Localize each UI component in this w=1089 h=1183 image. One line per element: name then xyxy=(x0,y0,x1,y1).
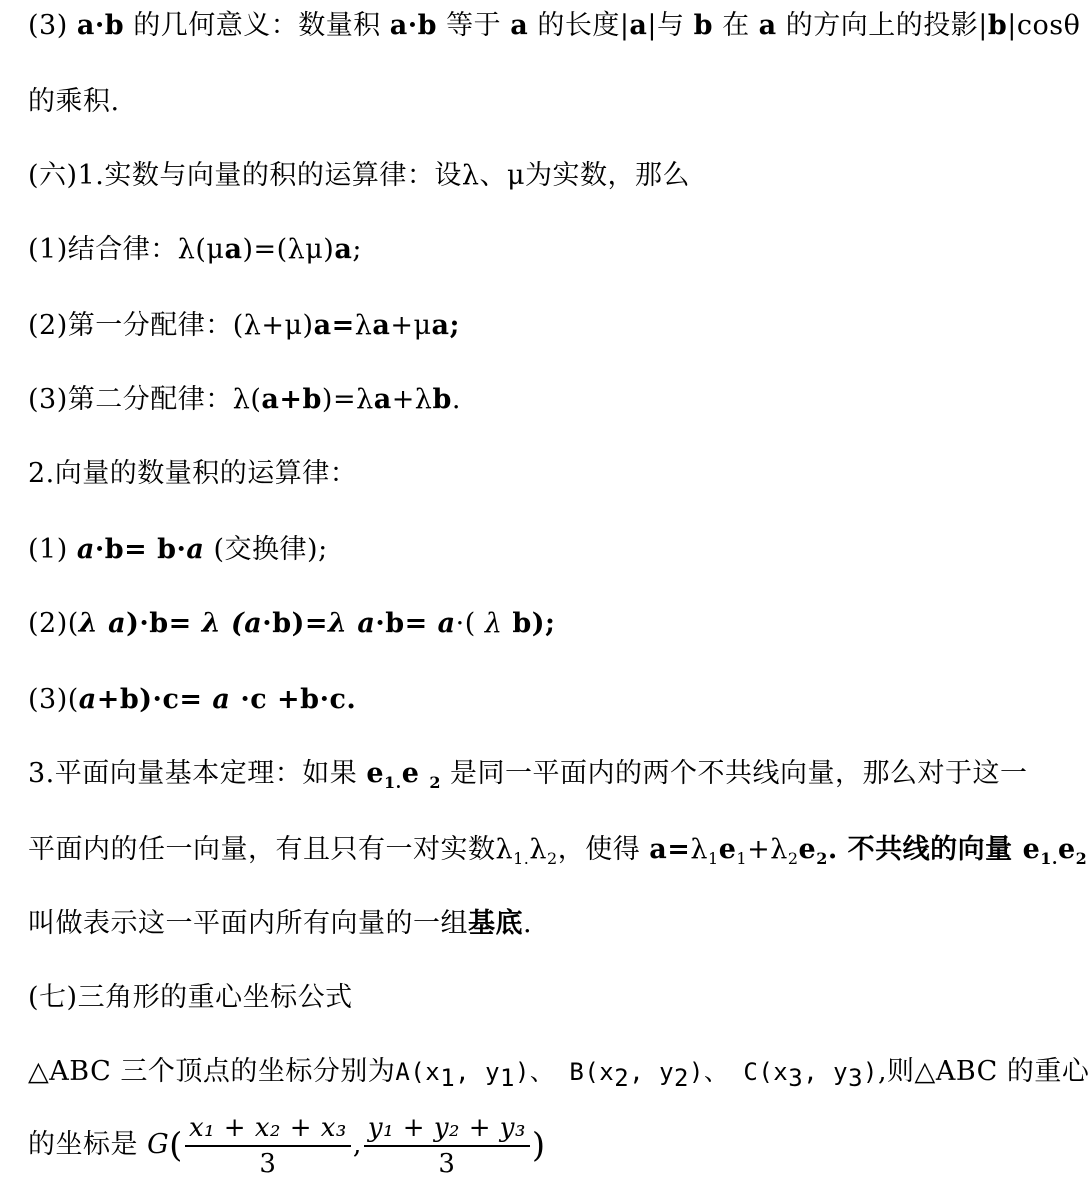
text: 2.向量的数量积的运算律： xyxy=(28,458,358,489)
text: (1)结合律：λ(μ xyxy=(28,234,225,265)
text: (七)三角形的重心坐标公式 xyxy=(28,982,353,1013)
text: 1. xyxy=(513,849,530,868)
text: ·b= xyxy=(375,608,438,639)
text: (3)( xyxy=(28,684,79,715)
fraction-y xyxy=(364,1113,530,1179)
text: a xyxy=(334,234,353,265)
text: 的几何意义：数量积 xyxy=(124,10,390,41)
text: a= xyxy=(649,834,691,865)
text: λ xyxy=(484,608,503,639)
text: b xyxy=(693,10,713,41)
line-second-distributive-law xyxy=(28,382,1050,418)
text: a xyxy=(76,534,95,565)
line-basic-theorem xyxy=(28,756,1050,801)
text: a xyxy=(372,310,391,341)
text: 等于 xyxy=(437,10,511,41)
left-paren: ( xyxy=(169,1125,183,1166)
text: 1 xyxy=(708,849,719,868)
text: 1. xyxy=(384,773,402,792)
text: e xyxy=(798,834,817,865)
line-ab-geometric-meaning xyxy=(28,8,1081,44)
text: (六)1.实数与向量的积的运算律：设λ、μ为实数，那么 xyxy=(28,160,690,191)
text: 1 xyxy=(736,849,748,868)
line-centroid-formula xyxy=(28,1112,1050,1179)
text: 1. xyxy=(1040,849,1058,868)
text: 基底 xyxy=(468,908,523,939)
line-associative-law xyxy=(28,232,1050,268)
fraction-x xyxy=(185,1113,351,1179)
line-product xyxy=(28,84,1050,120)
line-scalar-dot-law xyxy=(28,606,1050,642)
text: )、 C(x xyxy=(689,1058,789,1086)
text: a·b xyxy=(76,10,125,41)
text: b xyxy=(432,384,452,415)
text: ) xyxy=(863,1058,878,1086)
text: )=λ xyxy=(321,384,374,415)
text: a; xyxy=(431,310,460,341)
text: △ABC 三个顶点的坐标分别为 xyxy=(28,1056,396,1087)
text: )=(λμ) xyxy=(242,234,335,265)
text: 1 xyxy=(500,1064,515,1092)
line-first-distributive-law xyxy=(28,308,1050,344)
text: a xyxy=(373,384,392,415)
text: +μ xyxy=(390,310,432,341)
text: ; xyxy=(352,234,362,265)
text: ·c +b·c. xyxy=(230,684,357,715)
text: 的长度| xyxy=(528,10,630,41)
text: 2 xyxy=(614,1064,630,1092)
text: ·b= b· xyxy=(94,534,187,565)
text: a xyxy=(224,234,243,265)
text: |与 xyxy=(647,10,694,41)
fraction-y-denominator: 3 xyxy=(438,1148,456,1179)
text: λ xyxy=(354,310,373,341)
text: 2 xyxy=(787,849,799,868)
text: 2 xyxy=(429,773,441,792)
line-basis-definition xyxy=(28,906,1050,942)
fraction-y-numerator: y₁ + y₂ + y₃ xyxy=(364,1113,530,1147)
text: 叫做表示这一平面内所有向量的一组 xyxy=(28,908,468,939)
line-basic-theorem-continued xyxy=(28,832,1088,877)
line-dot-product-laws-heading xyxy=(28,456,1050,492)
section-six-heading xyxy=(28,158,1050,194)
line-distributive-dot-law xyxy=(28,682,1050,718)
text: (1) xyxy=(28,534,77,565)
text: )、 B(x xyxy=(514,1058,615,1086)
text: e xyxy=(1057,834,1076,865)
text: (3)第二分配律：λ( xyxy=(28,384,262,415)
text: λ (a xyxy=(201,608,263,639)
right-paren: ) xyxy=(531,1125,546,1166)
text: e xyxy=(401,758,430,789)
text: (2)( xyxy=(28,608,79,639)
text: . xyxy=(451,384,461,415)
text: . 不共线的向量 xyxy=(827,834,1023,865)
text: A(x xyxy=(395,1058,441,1086)
text: +λ xyxy=(391,384,433,415)
text: (2)第一分配律：(λ+μ) xyxy=(28,310,314,341)
text: 2 xyxy=(547,849,558,868)
text: a+b xyxy=(261,384,322,415)
text: 2 xyxy=(816,849,828,868)
text: 是同一平面内的两个不共线向量，那么对于这一 xyxy=(440,758,1028,789)
text: λ xyxy=(529,834,548,865)
text: a·b xyxy=(389,10,438,41)
line-triangle-vertices xyxy=(28,1054,1089,1096)
text: , y xyxy=(803,1058,849,1086)
text: 的坐标是 xyxy=(28,1129,148,1160)
text: a= xyxy=(313,310,355,341)
text: ·b)= xyxy=(262,608,328,639)
text: (交换律); xyxy=(204,534,328,565)
text: , y xyxy=(455,1058,501,1086)
text: . xyxy=(523,908,533,939)
text: a xyxy=(510,10,529,41)
text: 3 xyxy=(848,1064,864,1092)
text: a xyxy=(78,684,97,715)
text: (3) xyxy=(28,10,77,41)
text: λ xyxy=(690,834,709,865)
text: e xyxy=(366,758,385,789)
text: )·b= xyxy=(126,608,202,639)
text: a xyxy=(186,534,205,565)
comma: , xyxy=(352,1129,362,1160)
fraction-x-denominator: 3 xyxy=(259,1148,277,1179)
text: λ a xyxy=(78,608,127,639)
text: ·( xyxy=(455,608,485,639)
text: e xyxy=(718,834,737,865)
centroid-symbol: G xyxy=(147,1129,170,1160)
text: +b)·c= xyxy=(96,684,213,715)
text: e xyxy=(1022,834,1041,865)
text: λ a xyxy=(327,608,376,639)
text: 1 xyxy=(440,1064,456,1092)
text: b); xyxy=(502,608,556,639)
text: 3 xyxy=(788,1064,804,1092)
text: a xyxy=(437,608,456,639)
text: 在 xyxy=(713,10,759,41)
text: , y xyxy=(629,1058,675,1086)
text: 平面内的任一向量，有且只有一对实数λ xyxy=(28,834,514,865)
text: ,则△ABC 的重心 xyxy=(877,1056,1089,1087)
text: ，使得 xyxy=(557,834,650,865)
text: a xyxy=(758,10,777,41)
text: 的乘积. xyxy=(28,86,120,117)
text: 2 xyxy=(674,1064,689,1092)
text: a xyxy=(629,10,648,41)
text: 2 xyxy=(1075,849,1088,868)
text: b xyxy=(987,10,1008,41)
text: +λ xyxy=(747,834,788,865)
text: 3.平面向量基本定理：如果 xyxy=(28,758,367,789)
section-seven-heading xyxy=(28,980,1050,1016)
text: 的方向上的投影| xyxy=(776,10,988,41)
fraction-x-numerator: x₁ + x₂ + x₃ xyxy=(185,1113,351,1147)
line-commutative-law xyxy=(28,532,1050,568)
text: a xyxy=(212,684,231,715)
text: |cosθ xyxy=(1007,10,1081,41)
